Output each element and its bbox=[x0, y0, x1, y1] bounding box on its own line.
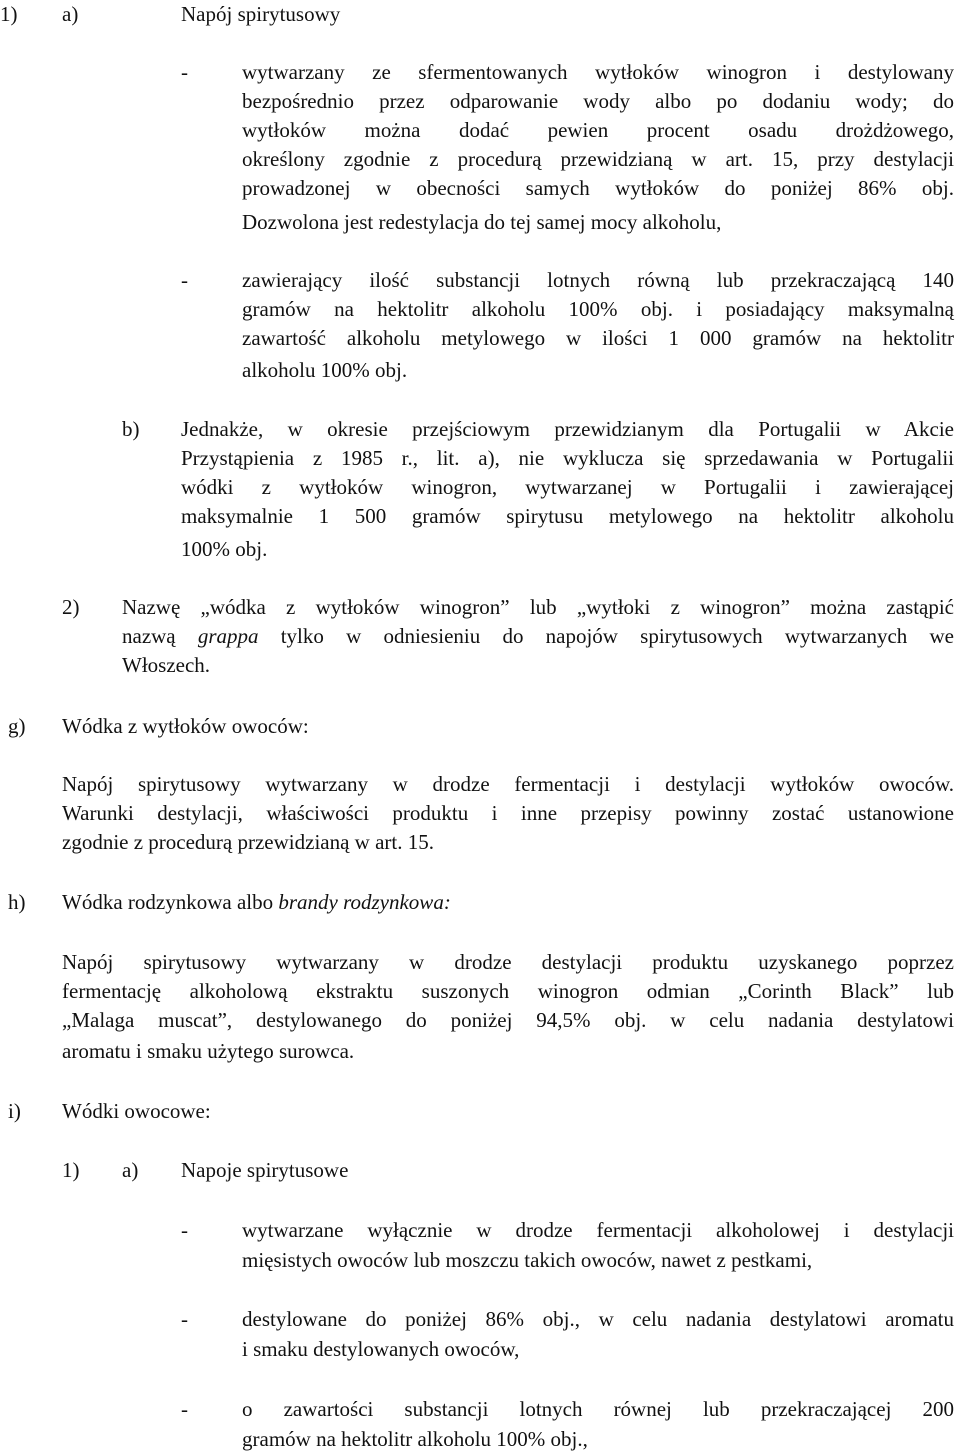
list-item-text bbox=[242, 1395, 954, 1424]
section-i-sub-title: Napoje spirytusowe bbox=[181, 1158, 349, 1182]
text-run: Wódka rodzynkowa albo bbox=[62, 890, 279, 914]
text-line: Jednakże, w okresie przejściowym przewidzianym dla Portugalii w Akcie bbox=[181, 417, 954, 441]
text-line: „Malaga muscat”, destylowanego do poniżej 94,5% obj. w celu nadania destylatowi bbox=[62, 1008, 954, 1032]
text-line: destylowane do poniżej 86% obj., w celu nadania destylatowi aromatu bbox=[242, 1307, 954, 1331]
text-line: zgodnie z procedurą przewidzianą w art. 15. bbox=[62, 830, 434, 854]
text-line: bezpośrednio przez odparowanie wody albo po dodaniu wody; do bbox=[242, 89, 954, 113]
section-1-sub-label: a) bbox=[62, 2, 79, 26]
bullet-dash: - bbox=[181, 1307, 188, 1331]
italic-term: brandy rodzynkowa: bbox=[278, 890, 451, 914]
text-line: wytwarzane wyłącznie w drodze fermentacji alkoholowej i destylacji bbox=[242, 1218, 954, 1242]
bullet-dash: - bbox=[181, 1397, 188, 1421]
text-line: wódki z wytłoków winogron, wytwarzanej w Portugalii i zawierającej bbox=[181, 475, 954, 499]
text-line: Napój spirytusowy wytwarzany w drodze destylacji produktu uzyskanego poprzez bbox=[62, 950, 954, 974]
text-line: Przystąpienia z 1985 r., lit. a), nie wyklucza się sprzedawania w Portugalii bbox=[181, 446, 954, 470]
list-item-text bbox=[242, 1216, 954, 1245]
text-line: wytłoków można dodać pewien procent osadu drożdżowego, bbox=[242, 118, 954, 142]
paragraph bbox=[62, 770, 954, 828]
text-line: Nazwę „wódka z wytłoków winogron” lub „wytłoki z winogron” można zastąpić bbox=[122, 595, 954, 619]
bullet-dash: - bbox=[181, 1218, 188, 1242]
text-line: 100% obj. bbox=[181, 537, 268, 561]
text-line: Napój spirytusowy wytwarzany w drodze fermentacji i destylacji wytłoków owoców. bbox=[62, 772, 954, 796]
text-line: i smaku destylowanych owoców, bbox=[242, 1337, 520, 1361]
list-item-text bbox=[242, 266, 954, 353]
bullet-dash: - bbox=[181, 268, 188, 292]
list-item-text bbox=[242, 58, 954, 203]
section-i-title: Wódki owocowe: bbox=[62, 1099, 211, 1123]
text-line: wytwarzany ze sfermentowanych wytłoków winogron i destylowany bbox=[242, 60, 954, 84]
section-i-sub-number: 1) bbox=[62, 1158, 80, 1182]
sub-label-b: b) bbox=[122, 417, 140, 441]
section-i-sub-label: a) bbox=[122, 1158, 139, 1182]
text-line: aromatu i smaku użytego surowca. bbox=[62, 1039, 355, 1063]
text-line: maksymalnie 1 500 gramów spirytusu metylowego na hektolitr alkoholu bbox=[181, 504, 954, 528]
section-g-label: g) bbox=[8, 714, 26, 738]
text-line: zawierający ilość substancji lotnych równą lub przekraczającą 140 bbox=[242, 268, 954, 292]
text-line: prowadzonej w obecności samych wytłoków do poniżej 86% obj. bbox=[242, 176, 954, 200]
text-line: mięsistych owoców lub moszczu takich owoców, nawet z pestkami, bbox=[242, 1248, 813, 1272]
text-line: o zawartości substancji lotnych równej lub przekraczającej 200 bbox=[242, 1397, 954, 1421]
text-run: tylko w odniesieniu do napojów spirytusowych wytwarzanych we bbox=[258, 624, 954, 648]
text-line: gramów na hektolitr alkoholu 100% obj. i posiadający maksymalną bbox=[242, 297, 954, 321]
text-line: fermentację alkoholową ekstraktu suszonych winogron odmian „Corinth Black” lub bbox=[62, 979, 954, 1003]
bullet-dash: - bbox=[181, 60, 188, 84]
section-h-label: h) bbox=[8, 890, 26, 914]
text-line bbox=[122, 622, 954, 651]
italic-term: grappa bbox=[197, 624, 259, 648]
text-line: alkoholu 100% obj. bbox=[242, 358, 408, 382]
text-line: gramów na hektolitr alkoholu 100% obj., bbox=[242, 1427, 588, 1451]
text-line: zawartość alkoholu metylowego w ilości 1 000 gramów na hektolitr bbox=[242, 326, 954, 350]
text-line: Warunki destylacji, właściwości produktu i inne przepisy powinny zostać ustanowione bbox=[62, 801, 954, 825]
section-1-number: 1) bbox=[0, 2, 18, 26]
paragraph bbox=[122, 593, 954, 651]
paragraph bbox=[181, 415, 954, 531]
list-item-text bbox=[242, 1305, 954, 1334]
text-line: Dozwolona jest redestylacja do tej samej mocy alkoholu, bbox=[242, 210, 722, 234]
paragraph bbox=[62, 948, 954, 1035]
section-i-label: i) bbox=[8, 1099, 21, 1123]
section-2-number: 2) bbox=[62, 595, 80, 619]
section-g-title: Wódka z wytłoków owoców: bbox=[62, 714, 309, 738]
section-1-title: Napój spirytusowy bbox=[181, 2, 341, 26]
section-h-title bbox=[62, 888, 451, 917]
text-line: Włoszech. bbox=[122, 653, 211, 677]
text-line: określony zgodnie z procedurą przewidzianą w art. 15, przy destylacji bbox=[242, 147, 954, 171]
text-run: nazwą bbox=[122, 624, 198, 648]
